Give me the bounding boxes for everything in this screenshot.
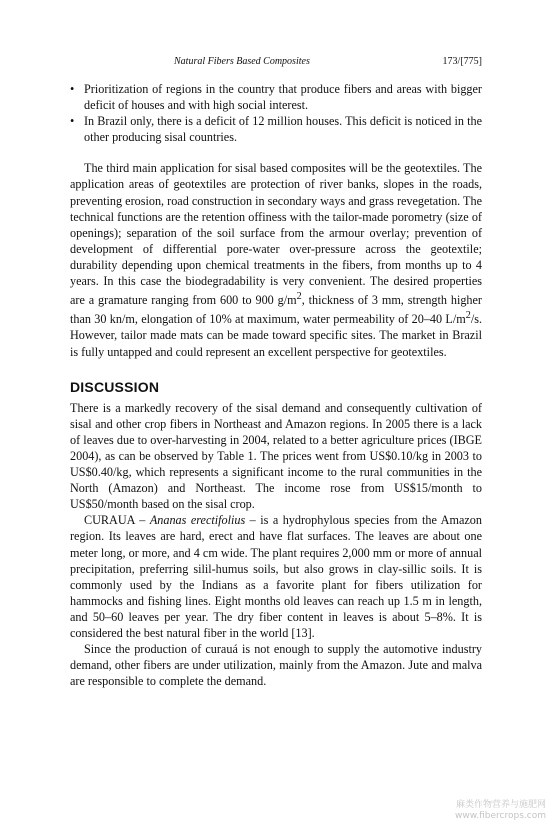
bullet-text: In Brazil only, there is a deficit of 12 million houses. This deficit is noticed in the other producing sisal countries. <box>84 114 482 145</box>
paragraph-text: CURAUA – <box>84 513 150 528</box>
section-heading: DISCUSSION <box>70 378 160 395</box>
bullet-icon: • <box>70 114 75 129</box>
paragraph-text: The third main application for sisal based composites will be the geotextiles. The application areas of geotextiles are protection of river banks, slopes in the roads, preventing erosion, road construction in secondary ways and grass revegetation. The technical functions are the retention offiness with the tailor-made porometry (size of openings); separation of the soil surface from the armour overlay; prevention of development of differential pore-water over-pressure across the geotextile; durability depending upon chemical treatments in the fibers, from months up to 4 years. In this case the biodegradability is very convenient. The desired properties are a gramature ranging from 600 to 900 g/m <box>70 161 482 308</box>
geotextiles-paragraph <box>70 160 482 359</box>
superscript: 2 <box>465 310 471 322</box>
bullet-text: Prioritization of regions in the country that produce fibers and areas with bigger deficit of houses and with high social interest. <box>84 82 482 113</box>
species-name: Ananas erectifolius <box>149 513 246 528</box>
superscript: 2 <box>296 291 302 303</box>
running-title: Natural Fibers Based Composites <box>174 56 310 67</box>
page-body <box>70 81 482 689</box>
list-item <box>70 113 482 145</box>
watermark-line: www.fibercrops.com <box>455 811 546 821</box>
page-number: 173/[775] <box>442 56 482 67</box>
watermark-line: 麻类作物营养与施肥网 <box>455 800 546 810</box>
paragraph-text: – is a hydrophylous species from the Amazon region. Its leaves are hard, erect and have flat surfaces. The leaves are about one meter long, or more, and 4 cm wide. The plant requires 2,000 mm or more of annual precipitation, preferring silil-humus soils, but also grows in clay-sillic soils. It is commonly used by the Indians as a favorite plant for fibers utilization for hammocks and fishing lines. Eight months old leaves can reach up 1.5 m in length, and 50–60 leaves per year. The dry fiber content in leaves is about 5–8%. It is considered the best natural fiber in the world [13]. <box>70 513 482 641</box>
bullet-list <box>70 81 482 145</box>
watermark <box>455 800 546 822</box>
curaua-paragraph <box>70 512 482 641</box>
list-item <box>70 81 482 113</box>
production-paragraph: Since the production of curauá is not enough to supply the automotive industry demand, other fibers are under utilization, mainly from the Amazon. Jute and malva are responsible to complete the demand. <box>70 642 482 689</box>
discussion-paragraph: There is a markedly recovery of the sisal demand and consequently cultivation of sisal and other crop fibers in Northeast and Amazon regions. In 2005 there is a lack of leaves due to over-harvesting in 2004, related to a better agriculture prices (IBGE 2004), as can be observed by Table 1. The prices went from US$0.10/kg in 2003 to US$0.40/kg, which represents a significant income to the rural communities in the North (Amazon) and Northeast. The income rose from US$15/month to US$50/month based on the sisal crop. <box>70 400 482 512</box>
bullet-icon: • <box>70 82 75 96</box>
paragraph-text: /s. However, tailor made mats can be made toward specific sites. The market in Brazil is fully untapped and could represent an excellent perspective for geotextiles. <box>70 312 482 359</box>
paragraph-text: , thickness of 3 mm, strength higher than 30 kn/m, elongation of 10% at maximum, water permeability of 20–40 L/m <box>70 293 482 327</box>
